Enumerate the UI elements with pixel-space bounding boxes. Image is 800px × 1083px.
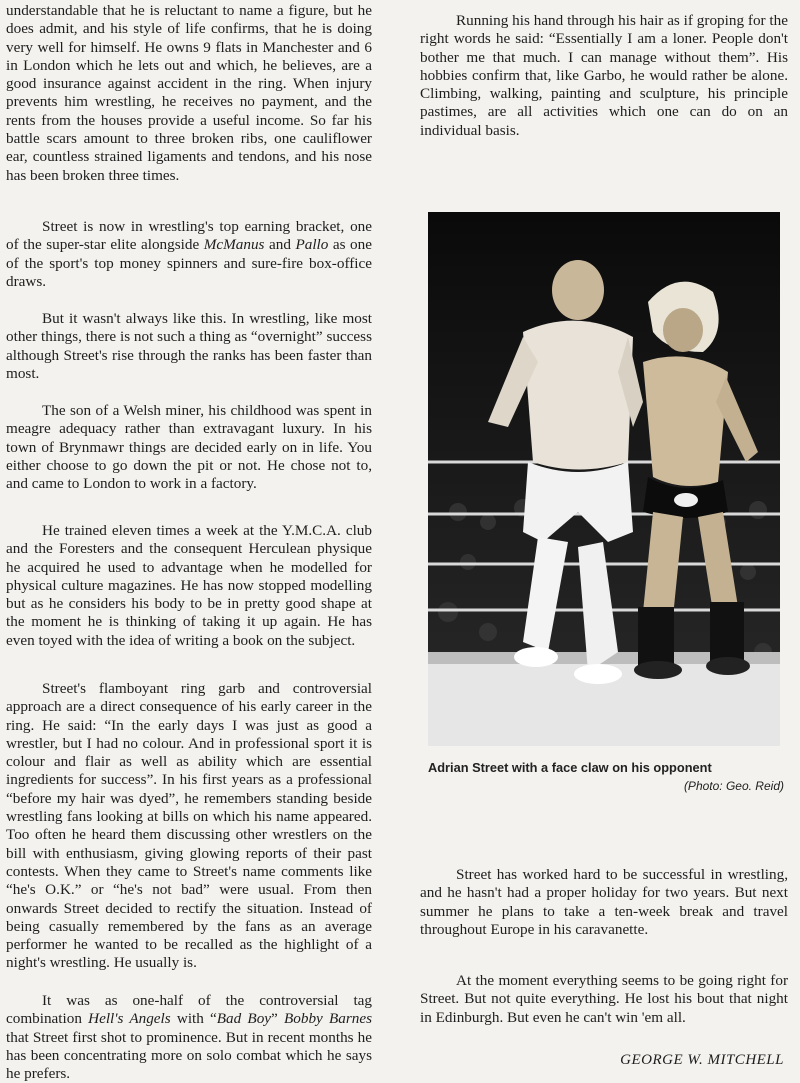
wrestling-photo	[428, 212, 780, 746]
paragraph	[6, 402, 372, 493]
paragraph	[6, 680, 372, 973]
paragraph-text: At the moment everything seems to be going right for Street. But not quite everything. He lost his bout that night in Edinburgh. But even he can't win 'em all.	[420, 972, 788, 1026]
paragraph	[6, 310, 372, 383]
paragraph	[6, 522, 372, 650]
paragraph	[6, 992, 372, 1083]
right-column-bottom	[420, 972, 788, 1027]
paragraph-text: It was as one-half of the controversial tag combination Hell's Angels with “Bad Boy” Bobby Barnes that Street first shot to prominence. But in recent months he has been concentrating more on solo combat which he says he prefers.	[6, 992, 372, 1083]
paragraph	[6, 218, 372, 291]
paragraph-text: understandable that he is reluctant to name a figure, but he does admit, and his style of life confirms, that he is doing very well for himself. He owns 9 flats in Manchester and 6 in London which he lets out and which, he believes, are a good insurance against accident in the ring. When injury prevents him wrestling, he receives no payment, and the rents from the houses provide a useful income. So far his battle scars amount to three broken ribs, one cauliflower ear, countless strained ligaments and tendons, and his nose has been broken three times.	[6, 2, 372, 184]
wrestling-photo-illustration	[428, 212, 780, 746]
paragraph	[6, 2, 372, 185]
paragraph-text: He trained eleven times a week at the Y.M.C.A. club and the Foresters and the consequent Herculean physique he acquired he used to advantage when he modelled for physical culture magazines. He has now stopped modelling but as he considers his body to be in pretty good shape at the moment he is thinking of taking it up again. He has even toyed with the idea of writing a book on the subject.	[6, 522, 372, 649]
photo-credit: (Photo: Geo. Reid)	[683, 779, 784, 793]
right-column-middle	[420, 866, 788, 939]
paragraph-text: Street's flamboyant ring garb and controversial approach are a direct consequence of his early career in the ring. He said: “In the early days I was just as good a wrestler, but I had no colour. And in professional sport it is colour and flair as well as ability which are essential ingredients for success”. In his first years as a professional “before my hair was dyed”, he remembers standing beside wrestling fans looking at bills on which his name appeared. Too often he heard them discussing other wrestlers on the bill with enthusiasm, giving glowing reports of their past contests. When they came to Street's name comments like “he's O.K.” or “he's not bad” were usual. From then onwards Street decided to rectify the situation. Instead of being casually remembered by the fans as an average performer he wanted to be recalled as the highlight of a night's wrestling. He usually is.	[6, 680, 372, 972]
paragraph-text: Running his hand through his hair as if groping for the right words he said: “Essentially I am a loner. People don't bother me that much. I can manage without them”. His hobbies confirm that, like Garbo, he would rather be alone. Climbing, walking, painting and sculpture, his principle pastimes, are all activities which one can do on an individual basis.	[420, 12, 788, 139]
photo-caption	[428, 760, 784, 793]
paragraph-text: Street has worked hard to be successful in wrestling, and he hasn't had a proper holiday for two years. But next summer he plans to take a ten-week break and travel throughout Europe in his caravanette.	[420, 866, 788, 938]
author-byline: GEORGE W. MITCHELL	[620, 1052, 784, 1068]
paragraph-text: The son of a Welsh miner, his childhood was spent in meagre adequacy rather than extravagant luxury. In his town of Brynmawr things are decided early on in life. You either choose to go down the pit or not. He chose not to, and came to London to work in a factory.	[6, 402, 372, 493]
right-column-top	[420, 12, 788, 140]
paragraph-text: Street is now in wrestling's top earning bracket, one of the super-star elite alongside McManus and Pallo as one of the sport's top money spinners and sure-fire box-office draws.	[6, 218, 372, 290]
caption-text: Adrian Street with a face claw on his opponent	[428, 760, 712, 775]
paragraph-text: But it wasn't always like this. In wrestling, like most other things, there is not such a thing as “overnight” success although Street's rise through the ranks has been faster than most.	[6, 310, 372, 382]
